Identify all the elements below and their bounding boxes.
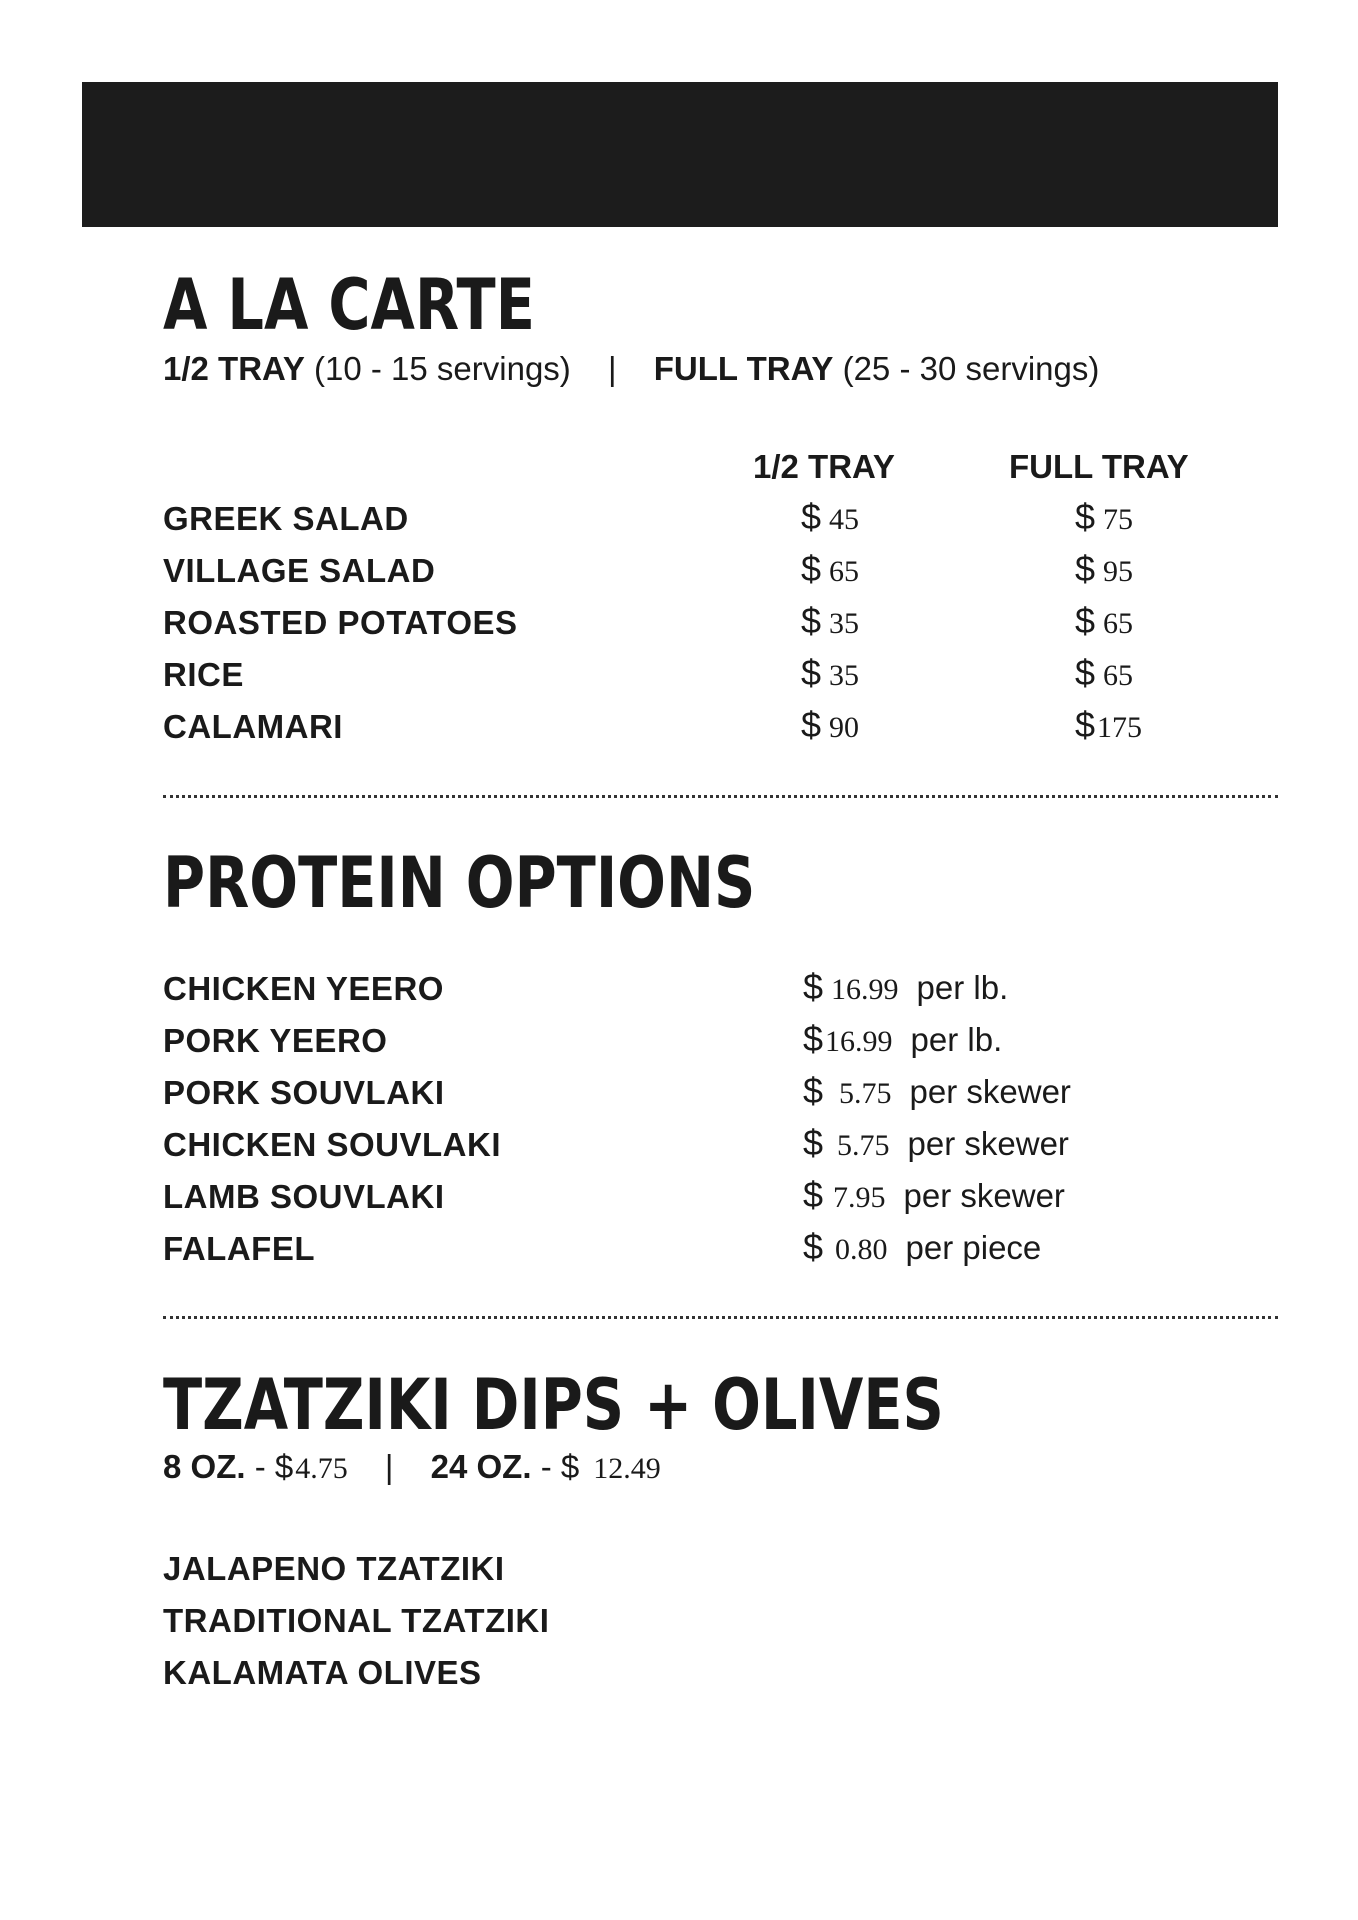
- small-size-dash: - $: [254, 1448, 294, 1485]
- price-unit: per skewer: [909, 1073, 1071, 1110]
- full-tray-price: [1075, 548, 1133, 590]
- dollar-sign: $: [1075, 652, 1096, 693]
- dip-size-prices: [163, 1448, 1278, 1486]
- divider: |: [607, 350, 617, 387]
- price-value: 45: [829, 503, 860, 536]
- large-size-price: 12.49: [593, 1452, 661, 1485]
- price-value: 65: [1103, 607, 1134, 640]
- protein-price: [803, 1070, 1071, 1112]
- price-value: 7.95: [833, 1181, 886, 1214]
- column-header-full: FULL TRAY: [1009, 448, 1189, 485]
- full-tray-label: FULL TRAY: [653, 350, 834, 387]
- menu-item-name: JALAPENO TZATZIKI: [163, 1550, 505, 1587]
- dollar-sign: $: [1075, 704, 1096, 745]
- large-size-label: 24 OZ.: [430, 1448, 532, 1485]
- dollar-sign: $: [801, 704, 822, 745]
- dips-title: TZATZIKI DIPS + OLIVES: [163, 1364, 944, 1446]
- menu-item-name: CALAMARI: [163, 708, 343, 745]
- dollar-sign: $: [801, 496, 822, 537]
- menu-item-name: FALAFEL: [163, 1230, 315, 1267]
- menu-item-name: GREEK SALAD: [163, 500, 409, 537]
- divider: |: [384, 1448, 394, 1485]
- half-tray-price: [801, 496, 859, 538]
- menu-item-name: PORK YEERO: [163, 1022, 388, 1059]
- protein-price: [803, 966, 1008, 1008]
- section-divider: [163, 795, 1278, 798]
- menu-item-name: LAMB SOUVLAKI: [163, 1178, 445, 1215]
- dollar-sign: $: [1075, 600, 1096, 641]
- large-size-dash: - $: [540, 1448, 580, 1485]
- price-unit: per lb.: [910, 1021, 1003, 1058]
- price-unit: per lb.: [916, 969, 1009, 1006]
- protein-price: [803, 1174, 1065, 1216]
- protein-price: [803, 1226, 1041, 1268]
- full-tray-price: [1075, 704, 1142, 746]
- dollar-sign: $: [803, 966, 824, 1007]
- price-value: 5.75: [839, 1077, 892, 1110]
- price-unit: per piece: [905, 1229, 1042, 1266]
- tray-sizes-line: [163, 350, 1278, 388]
- a-la-carte-title: A LA CARTE: [163, 264, 535, 346]
- half-tray-price: [801, 548, 859, 590]
- dips-section: [163, 1364, 1278, 1710]
- small-size-price: 4.75: [295, 1452, 348, 1485]
- full-tray-servings: (25 - 30 servings): [842, 350, 1100, 387]
- half-tray-price: [801, 704, 859, 746]
- dollar-sign: $: [1075, 496, 1096, 537]
- menu-item-name: TRADITIONAL TZATZIKI: [163, 1602, 550, 1639]
- price-value: 65: [829, 555, 860, 588]
- header-banner: [82, 82, 1278, 227]
- price-value: 35: [829, 659, 860, 692]
- protein-options-title: PROTEIN OPTIONS: [163, 842, 756, 924]
- menu-item-name: RICE: [163, 656, 244, 693]
- dollar-sign: $: [803, 1226, 824, 1267]
- dollar-sign: $: [803, 1122, 824, 1163]
- dollar-sign: $: [803, 1070, 824, 1111]
- price-value: 16.99: [831, 973, 899, 1006]
- half-tray-price: [801, 600, 859, 642]
- price-value: 5.75: [837, 1129, 890, 1162]
- half-tray-label: 1/2 TRAY: [163, 350, 305, 387]
- price-value: 65: [1103, 659, 1134, 692]
- protein-price: [803, 1018, 1002, 1060]
- protein-options-section: [163, 842, 1278, 1268]
- full-tray-price: [1075, 496, 1133, 538]
- menu-item-name: VILLAGE SALAD: [163, 552, 436, 589]
- menu-item-name: CHICKEN SOUVLAKI: [163, 1126, 502, 1163]
- dollar-sign: $: [803, 1018, 824, 1059]
- column-header-half: 1/2 TRAY: [753, 448, 895, 485]
- price-value: 0.80: [835, 1233, 888, 1266]
- price-unit: per skewer: [907, 1125, 1069, 1162]
- menu-item-name: CHICKEN YEERO: [163, 970, 444, 1007]
- menu-item-name: PORK SOUVLAKI: [163, 1074, 445, 1111]
- dollar-sign: $: [1075, 548, 1096, 589]
- price-unit: per skewer: [903, 1177, 1065, 1214]
- price-value: 95: [1103, 555, 1134, 588]
- half-tray-servings: (10 - 15 servings): [314, 350, 571, 387]
- full-tray-price: [1075, 652, 1133, 694]
- dollar-sign: $: [801, 652, 822, 693]
- dollar-sign: $: [803, 1174, 824, 1215]
- dollar-sign: $: [801, 548, 822, 589]
- half-tray-price: [801, 652, 859, 694]
- section-divider: [163, 1316, 1278, 1319]
- menu-item-name: ROASTED POTATOES: [163, 604, 518, 641]
- price-value: 90: [829, 711, 860, 744]
- full-tray-price: [1075, 600, 1133, 642]
- price-value: 175: [1097, 711, 1143, 744]
- menu-item-name: KALAMATA OLIVES: [163, 1654, 482, 1691]
- protein-price: [803, 1122, 1069, 1164]
- price-value: 35: [829, 607, 860, 640]
- price-value: 16.99: [825, 1025, 893, 1058]
- a-la-carte-section: [163, 264, 1278, 750]
- dollar-sign: $: [801, 600, 822, 641]
- price-value: 75: [1103, 503, 1134, 536]
- small-size-label: 8 OZ.: [163, 1448, 246, 1485]
